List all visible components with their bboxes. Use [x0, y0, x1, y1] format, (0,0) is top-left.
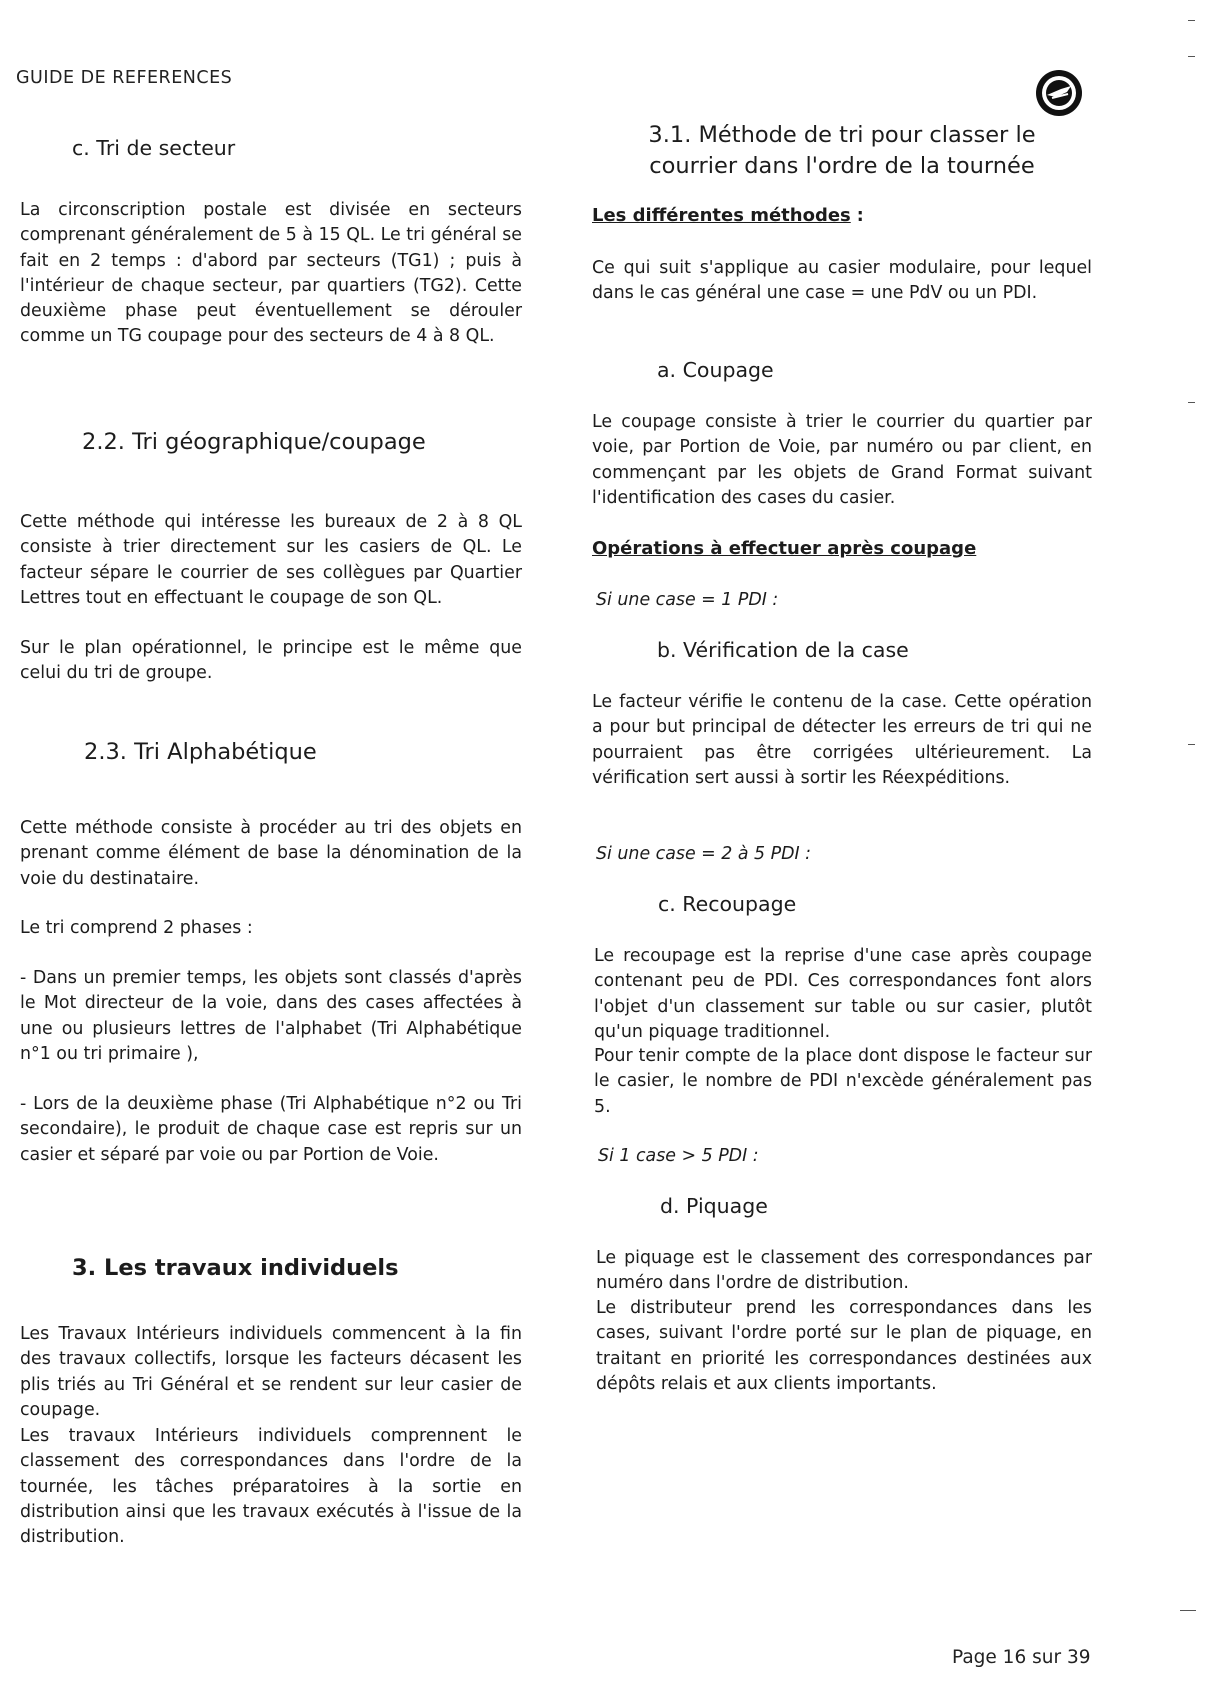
section-3-1-heading-line2: courrier dans l'ordre de la tournée: [649, 153, 1035, 179]
page-number: Page 16 sur 39: [952, 1647, 1091, 1668]
section-3-text2: Les travaux Intérieurs individuels comprennent le classement des correspondances dans l'ordre de la tournée, les tâches préparatoires à la sortie en distribution ainsi que les travaux exécutés à l'issue de la distribution.: [20, 1426, 522, 1548]
operations-heading: Opérations à effectuer après coupage: [592, 538, 977, 559]
condition-1-pdi: Si une case = 1 PDI :: [596, 590, 779, 610]
recoupage-heading: c. Recoupage: [658, 892, 797, 916]
recoupage-text1: Le recoupage est la reprise d'une case après coupage contenant peu de PDI. Ces correspondances font alors l'objet d'un classement sur table ou sur casier, plutôt qu'un piquage traditionnel.: [594, 946, 1092, 1042]
condition-over-5-pdi: Si 1 case > 5 PDI :: [598, 1146, 759, 1166]
scan-margin-mark: [1188, 402, 1195, 403]
tri-secteur-text: La circonscription postale est divisée en secteurs comprenant généralement de 5 à 15 QL. Le tri général se fait en 2 temps : d'abord par secteurs (TG1) ; puis à l'intérieur de chaque secteur, par quartiers (TG2). Cette deuxième phase peut éventuellement se dérouler comme un TG coupage pour des secteurs de 4 à 8 QL.: [20, 200, 522, 347]
section-2-3-bullet1: - Dans un premier temps, les objets sont classés d'après le Mot directeur de la voie, dans des cases affectées à une ou plusieurs lettres de l'alphabet (Tri Alphabétique n°1 ou tri primaire ),: [20, 968, 522, 1064]
section-2-2-heading: 2.2. Tri géographique/coupage: [82, 429, 426, 455]
scan-margin-mark: [1188, 744, 1195, 745]
methods-intro: Ce qui suit s'applique au casier modulaire, pour lequel dans le cas général une case = une PdV ou un PDI.: [592, 258, 1092, 304]
section-3-1-heading-line1: 3.1. Méthode de tri pour classer le: [648, 122, 1036, 148]
section-3-text1: Les Travaux Intérieurs individuels commencent à la fin des travaux collectifs, lorsque les facteurs décasent les plis triés au Tri Général et se rendent sur leur casier de coupage.: [20, 1324, 522, 1420]
coupage-text: Le coupage consiste à trier le courrier du quartier par voie, par Portion de Voie, par numéro ou par client, en commençant par les objets de Grand Format suivant l'identification des cases du casier.: [592, 412, 1092, 508]
section-2-3-text2: Le tri comprend 2 phases :: [20, 918, 253, 938]
section-2-3-heading: 2.3. Tri Alphabétique: [84, 739, 317, 765]
coupage-heading: a. Coupage: [657, 358, 774, 382]
methods-subheading-suffix: :: [850, 206, 864, 226]
piquage-heading: d. Piquage: [660, 1194, 768, 1218]
section-2-3-bullet2: - Lors de la deuxième phase (Tri Alphabétique n°2 ou Tri secondaire), le produit de chaque case est repris sur un casier et séparé par voie ou par Portion de Voie.: [20, 1094, 522, 1165]
condition-2-5-pdi: Si une case = 2 à 5 PDI :: [596, 844, 812, 864]
methods-subheading-label: Les différentes méthodes: [592, 205, 851, 226]
section-2-2-text2: Sur le plan opérationnel, le principe est le même que celui du tri de groupe.: [20, 638, 522, 684]
section-3-heading: 3. Les travaux individuels: [72, 1255, 399, 1281]
scan-margin-mark: [1188, 56, 1195, 57]
scan-margin-mark: [1180, 1610, 1196, 1611]
verification-text: Le facteur vérifie le contenu de la case. Cette opération a pour but principal de détecter les erreurs de tri qui ne pourraient pas être corrigées ultérieurement. La vérification sert aussi à sortir les Réexpéditions.: [592, 692, 1092, 788]
piquage-text2: Le distributeur prend les correspondances dans les cases, suivant l'ordre porté sur le plan de piquage, en traitant en priorité les correspondances destinées aux dépôts relais et aux clients importants.: [596, 1298, 1092, 1394]
la-poste-emblem-icon: [1034, 68, 1084, 118]
section-2-3-text1: Cette méthode consiste à procéder au tri des objets en prenant comme élément de base la dénomination de la voie du destinataire.: [20, 818, 522, 889]
section-3-1-heading: [592, 120, 1092, 182]
section-2-2-text1: Cette méthode qui intéresse les bureaux de 2 à 8 QL consiste à trier directement sur les casiers de QL. Le facteur sépare le courrier de ses collègues par Quartier Lettres tout en effectuant le coupage de son QL.: [20, 512, 522, 608]
recoupage-text2: Pour tenir compte de la place dont dispose le facteur sur le casier, le nombre de PDI n'excède généralement pas 5.: [594, 1046, 1092, 1117]
document-header-title: GUIDE DE REFERENCES: [16, 68, 233, 88]
verification-heading: b. Vérification de la case: [657, 638, 909, 662]
methods-subheading: [592, 203, 864, 229]
tri-secteur-heading: c. Tri de secteur: [72, 136, 236, 160]
piquage-text1: Le piquage est le classement des correspondances par numéro dans l'ordre de distribution.: [596, 1248, 1092, 1294]
scan-margin-mark: [1188, 20, 1195, 21]
